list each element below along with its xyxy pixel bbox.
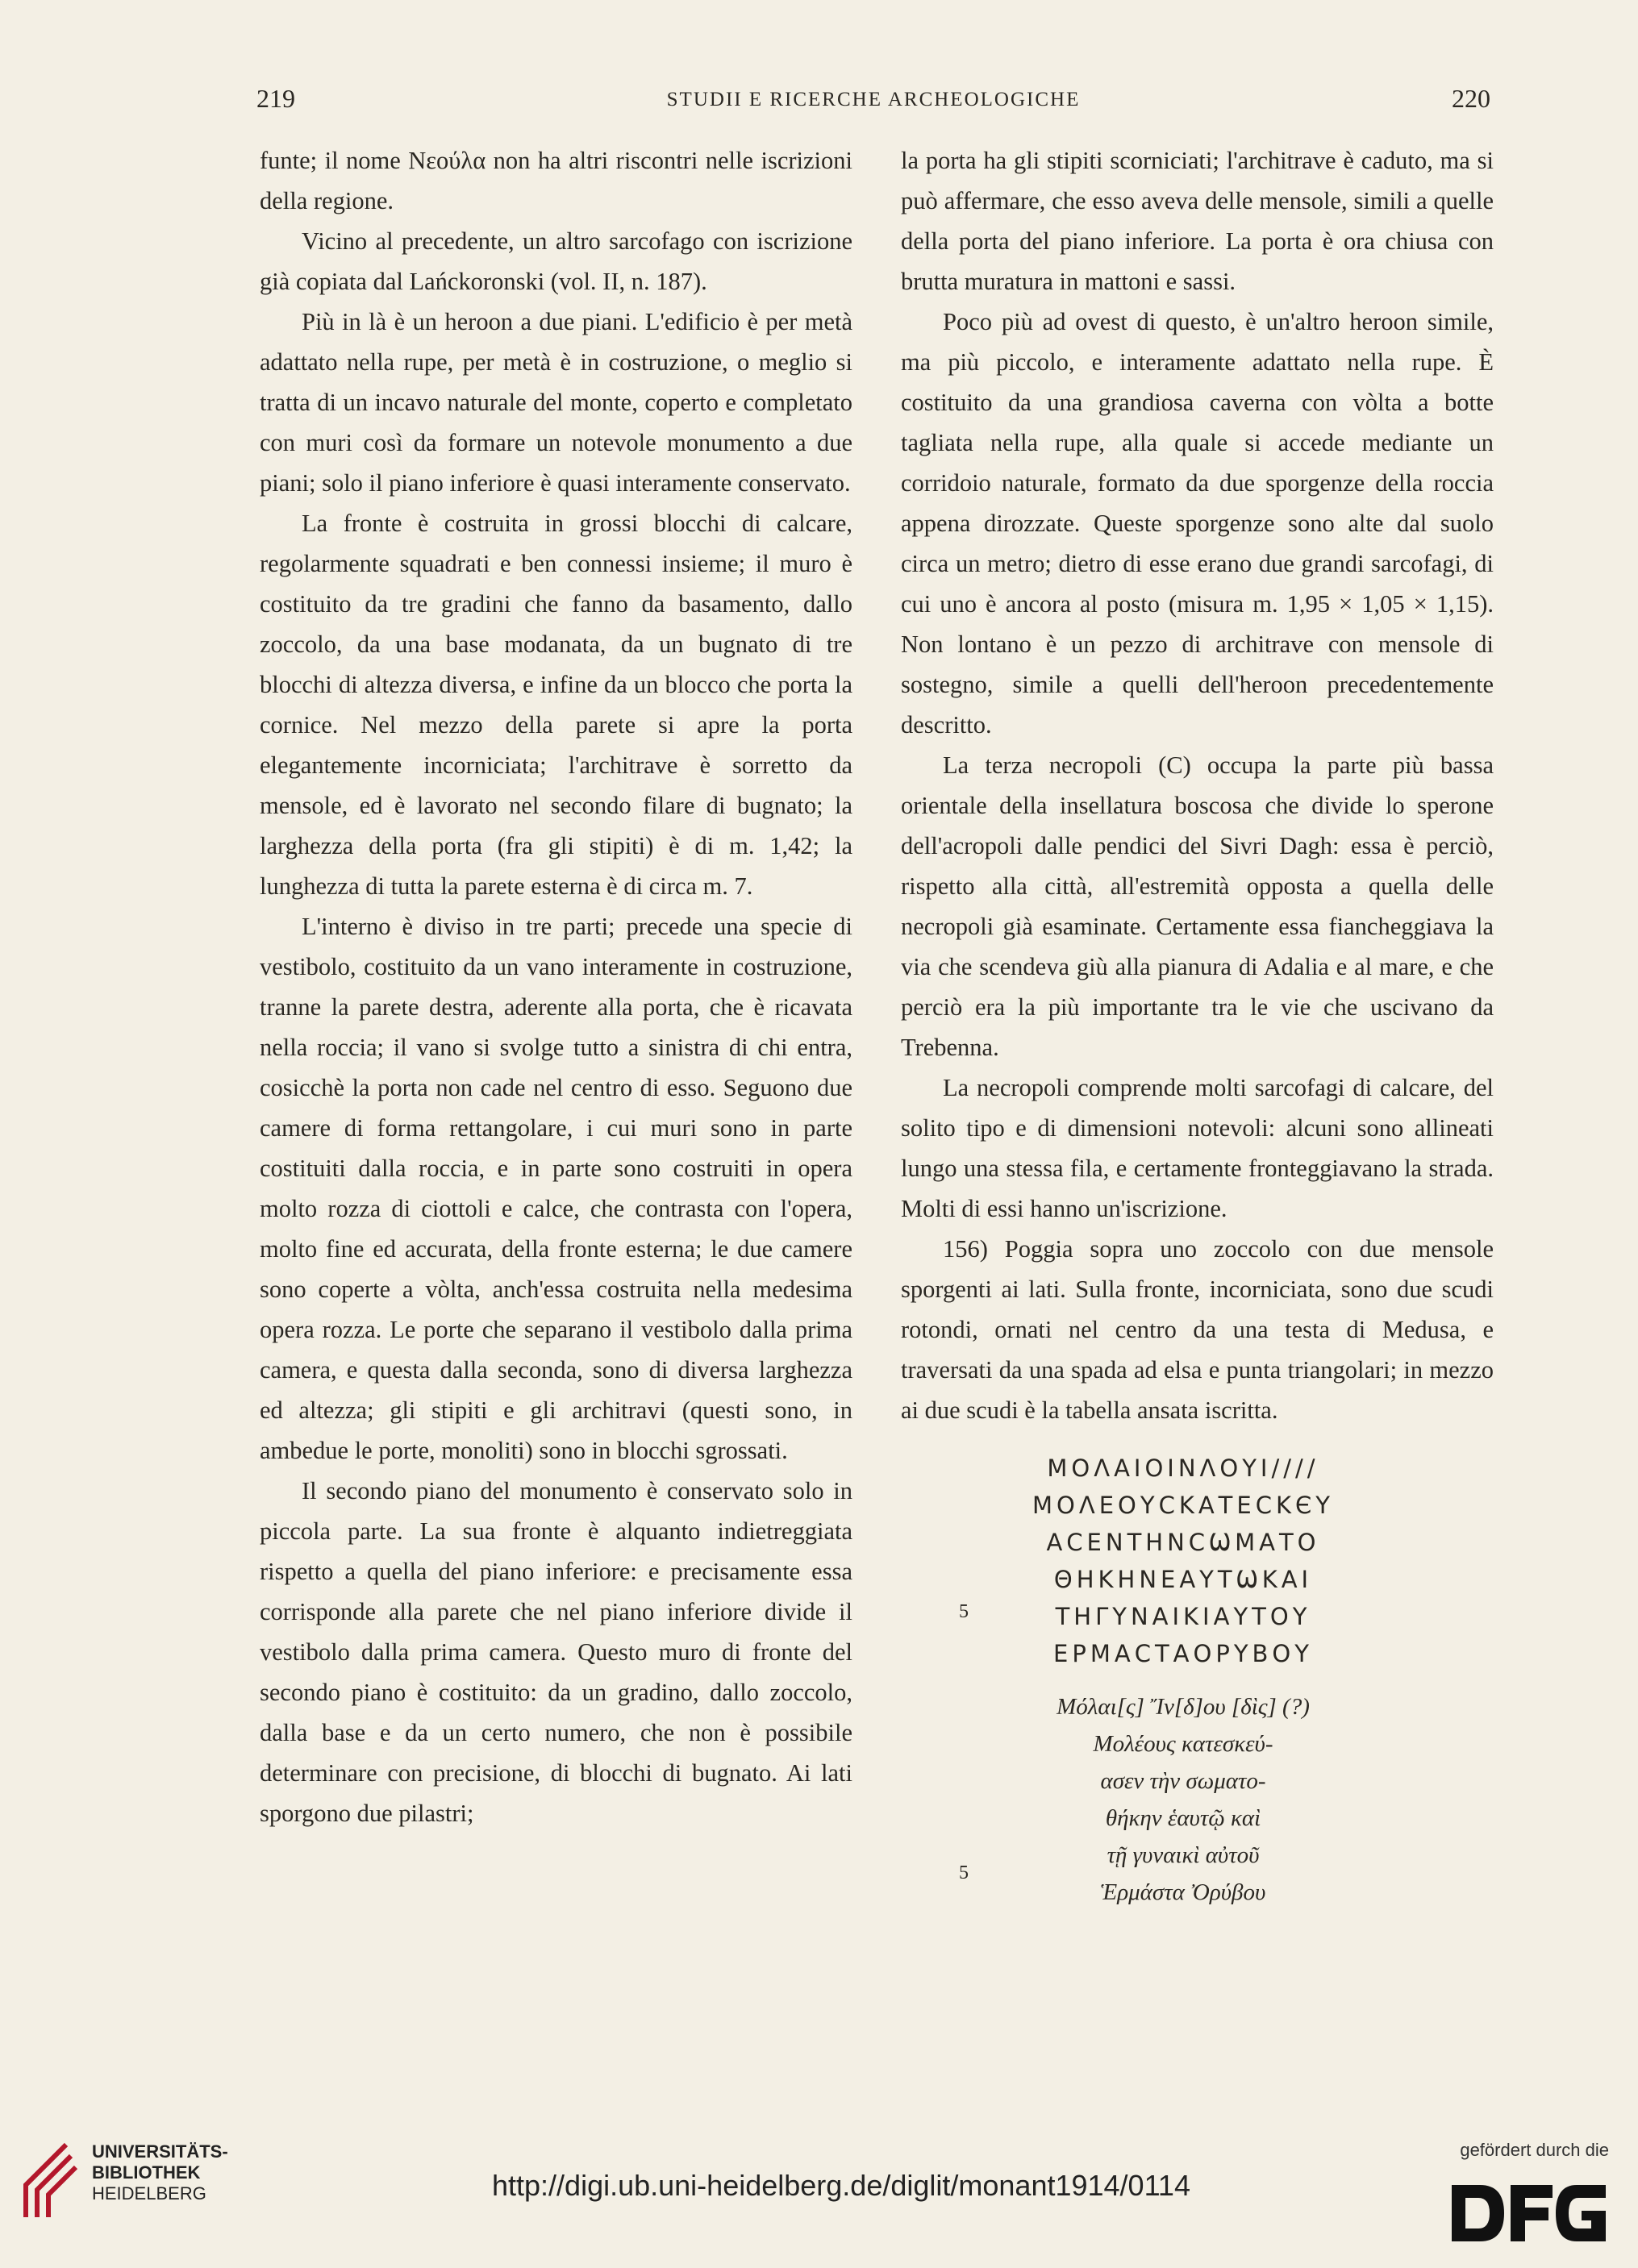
footer-bar — [0, 2120, 1638, 2268]
transcription-line: Μόλαι[ς] Ἴν[δ]ου [δὶς] (?) — [1057, 1694, 1310, 1720]
paragraph: La terza necropoli (C) occupa la parte più bassa orientale della insellatura boscosa che divide lo sperone dell'acropoli dalle pendici del Sivri Dagh: essa è perciò, rispetto alla città, all'estremità opposta a quella delle necropoli già esaminate. Certamente essa fiancheggiava la via che scendeva giù alla pianura di Adalia e al mare, e che perciò era la più importante tra le vie che uscivano da Trebenna. — [901, 751, 1494, 1061]
paragraph: Poco più ad ovest di questo, è un'altro heroon simile, ma più piccolo, e interamente adattato nella rupe. È costituito da una grandiosa caverna con vòlta a botte tagliata nella rupe, alla quale si accede mediante un corridoio naturale, formato da due sporgenze della roccia appena dirozzate. Queste sporgenze sono alte dal suolo circa un metro; dietro di esse erano due grandi sarcofagi, di cui uno è ancora al posto (misura m. 1,95 × 1,05 × 1,15). Non lontano è un pezzo di architrave con mensole di sostegno, simile a quelli dell'heroon precedentemente descritto. — [901, 308, 1494, 739]
inscription-line: ΑϹΕΝΤΗΝϹѠΜΑΤΟ — [1046, 1529, 1320, 1556]
page-number-left: 219 — [256, 84, 295, 113]
library-name: UNIVERSITÄTS- BIBLIOTHEK HEIDELBERG — [92, 2141, 228, 2203]
transcription-line: τῇ γυναικὶ αὐτοῦ — [1107, 1842, 1260, 1868]
inscription-line: ΤΗΓΥΝΑΙΚΙΑΥΤΟΥ — [1055, 1603, 1311, 1630]
library-emblem-icon — [18, 2137, 82, 2225]
library-logo[interactable] — [18, 2137, 227, 2233]
inscription-transcription — [933, 1688, 1433, 1911]
paragraph: L'interno è diviso in tre parti; precede una specie di vestibolo, costituito da un vano interamente in costruzione, tranne la parete destra, aderente alla porta, che è ricavata nella roccia; il vano si svolge tutto a sinistra di chi entra, cosicchè la porta non cade nel centro di esso. Seguono due camere di forma rettangolare, i cui muri sono in parte costituiti dalla roccia, e in parte sono costruiti in opera molto rozza di ciottoli e calce, che contrasta con l'opera, molto fine ed accurata, della fronte esterna; le due camere sono coperte a vòlta, anch'essa costruita nella medesima opera rozza. Le porte che separano il vestibolo dalla prima camera, e questa dalla seconda, sono di diversa larghezza ed altezza; gli stipiti e gli architravi (questi sono, in ambedue le porte, monoliti) sono in blocchi sgrossati. — [260, 913, 852, 1464]
right-column — [901, 140, 1494, 1911]
page-number-right: 220 — [1452, 84, 1490, 113]
inscription-line: ΜΟΛΕΟΥϹΚΑΤΕϹΚЄΥ — [1032, 1492, 1334, 1519]
running-title: STUDII E RICERCHE ARCHEOLOGICHE — [666, 89, 1081, 110]
transcription-line: θήκην ἑαυτῷ καὶ — [1105, 1805, 1261, 1831]
dfg-logo-icon[interactable] — [1448, 2177, 1609, 2249]
paragraph: Il secondo piano del monumento è conservato solo in piccola parte. La sua fronte è alquanto indietreggiata rispetto a quella del piano inferiore: e precisamente essa corrisponde alla parete che nel piano inferiore divide il vestibolo dalla prima camera. Questo muro di fronte del secondo piano è costituito: da un gradino, dallo zoccolo, dalla base e da un certo numero, che non è possibile determinare con precisione, di blocchi di bugnato. Ai lati sporgono due pilastri; — [260, 1477, 852, 1827]
inscription-majuscule — [933, 1450, 1433, 1672]
transcription-line: Μολέους κατεσκεύ- — [1093, 1731, 1273, 1757]
transcription-line: Ἑρμάστα Ὀρύβου — [1100, 1879, 1266, 1905]
inscription-block — [901, 1450, 1494, 1911]
permalink-url[interactable]: http://digi.ub.uni-heidelberg.de/diglit/monant1914/0114 — [492, 2169, 1190, 2202]
paragraph: la porta ha gli stipiti scorniciati; l'architrave è caduto, ma si può affermare, che esso aveva delle mensole, simili a quelle della porta del piano inferiore. La porta è ora chiusa con brutta muratura in mattoni e sassi. — [901, 147, 1494, 295]
line-number: 5 — [959, 1601, 969, 1622]
funding-label: gefördert durch die — [1460, 2140, 1609, 2160]
running-head — [256, 84, 1490, 124]
paragraph: Vicino al precedente, un altro sarcofago con iscrizione già copiata dal Lańckoronski (vol. II, n. 187). — [260, 227, 852, 295]
paragraph: funte; il nome Νεούλα non ha altri riscontri nelle iscrizioni della regione. — [260, 147, 852, 214]
paragraph: La necropoli comprende molti sarcofagi di calcare, del solito tipo e di dimensioni notevoli: alcuni sono allineati lungo una stessa fila, e certamente fronteggiavano la strada. Molti di essi hanno un'iscrizione. — [901, 1074, 1494, 1222]
line-number: 5 — [959, 1862, 969, 1883]
paragraph: La fronte è costruita in grossi blocchi di calcare, regolarmente squadrati e ben connessi insieme; il muro è costituito da tre gradini che fanno da basamento, dallo zoccolo, da una base modanata, da un bugnato di tre blocchi di altezza diversa, e infine da un blocco che porta la cornice. Nel mezzo della parete si apre la porta elegantemente incorniciata; l'architrave è sorretto da mensole, ed è lavorato nel secondo filare di bugnato; la larghezza della porta (fra gli stipiti) è di m. 1,42; la lunghezza di tutta la parete esterna è di circa m. 7. — [260, 510, 852, 900]
paragraph: 156) Poggia sopra uno zoccolo con due mensole sporgenti ai lati. Sulla fronte, incorniciata, sono due scudi rotondi, ornati nel centro da una testa di Medusa, e traversati da una spada ad elsa e punta triangolari; in mezzo ai due scudi è la tabella ansata iscritta. — [901, 1235, 1494, 1424]
inscription-line: ΕΡΜΑϹΤΑΟΡΥΒΟΥ — [1053, 1640, 1313, 1667]
transcription-line: ασεν τὴν σωματο- — [1100, 1768, 1266, 1794]
inscription-line: ΘΗΚΗΝΕΑΥΤѠΚΑΙ — [1053, 1566, 1313, 1593]
left-column — [260, 140, 852, 1833]
paragraph: Più in là è un heroon a due piani. L'edificio è per metà adattato nella rupe, per metà è in costruzione, o meglio si tratta di un incavo naturale del monte, coperto e completato con muri così da formare un notevole monumento a due piani; solo il piano inferiore è quasi interamente conservato. — [260, 308, 852, 497]
inscription-line: ΜΟΛΑΙΟΙΝΛΟΥΙ//// — [1047, 1454, 1319, 1482]
